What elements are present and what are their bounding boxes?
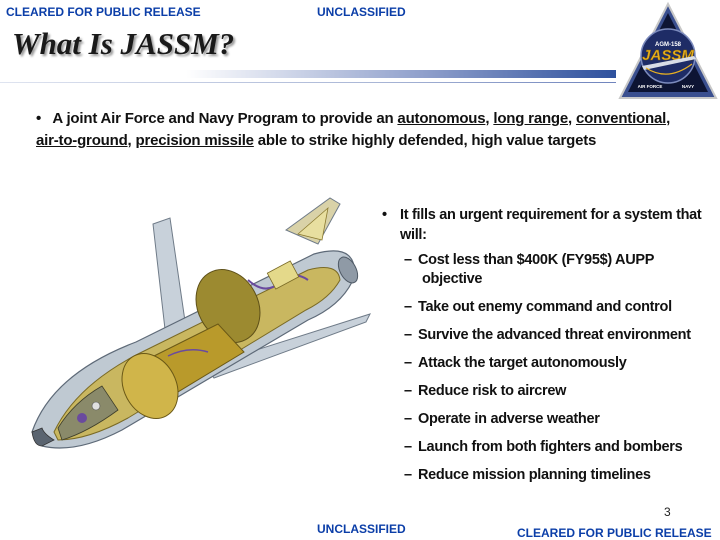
page-number: 3 [664, 505, 671, 519]
intro-sep-2: , [568, 110, 576, 127]
requirement-dash: – [404, 439, 412, 455]
requirement-item [404, 438, 720, 457]
intro-sep-3: , [666, 110, 671, 127]
requirement-text-continued: objective [422, 271, 483, 287]
logo-right-label: NAVY [681, 84, 695, 89]
release-banner-top: CLEARED FOR PUBLIC RELEASE [6, 5, 201, 19]
requirement-text: Reduce risk to aircrew [418, 383, 567, 399]
title-underline-gradient [0, 70, 620, 78]
intro-sep-1: , [485, 110, 494, 127]
logo-left-label: AIR FORCE [637, 84, 663, 89]
requirement-item [404, 466, 720, 485]
requirement-item [404, 410, 720, 429]
requirement-text: Cost less than $400K (FY95$) AUPP [418, 252, 655, 268]
intro-sep-4: , [127, 132, 136, 149]
logo-name: JASSM [642, 47, 694, 64]
requirement-item [404, 251, 720, 289]
requirement-item [404, 326, 720, 345]
requirement-text: Take out enemy command and control [418, 299, 672, 315]
logo-designation: AGM-158 [654, 42, 682, 48]
missile-cutaway-image [18, 196, 378, 496]
requirement-dash: – [404, 252, 412, 268]
requirement-item [404, 382, 720, 401]
requirement-dash: – [404, 299, 412, 315]
intro-text-1: A joint Air Force and Navy Program to provide an [52, 110, 398, 127]
requirement-dash: – [404, 383, 412, 399]
requirements-bullet: • [382, 207, 387, 223]
requirement-text: Operate in adverse weather [418, 411, 600, 427]
intro-bullet-dot: • [36, 110, 42, 127]
requirement-text: Reduce mission planning timelines [418, 467, 651, 483]
requirement-text: Survive the advanced threat environment [418, 327, 691, 343]
slide-title: What Is JASSM? [12, 26, 235, 61]
term-autonomous: autonomous [397, 110, 486, 127]
requirement-dash: – [404, 327, 412, 343]
requirements-items [382, 251, 720, 485]
classification-banner-top: UNCLASSIFIED [317, 5, 406, 19]
requirement-text: Launch from both fighters and bombers [418, 439, 683, 455]
requirement-dash: – [404, 467, 412, 483]
requirement-text: Attack the target autonomously [418, 355, 627, 371]
term-long-range: long range [493, 110, 569, 127]
requirement-dash: – [404, 411, 412, 427]
term-conventional: conventional [575, 110, 667, 127]
term-air-to-ground: air-to-ground [36, 132, 128, 149]
intro-text-2: able to strike highly defended, high value targets [253, 132, 597, 149]
requirement-item [404, 354, 720, 373]
term-precision-missile: precision missile [135, 132, 254, 149]
requirement-dash: – [404, 355, 412, 371]
classification-banner-bottom: UNCLASSIFIED [317, 522, 406, 536]
intro-bullet [36, 108, 676, 152]
release-banner-bottom: CLEARED FOR PUBLIC RELEASE [517, 526, 712, 540]
title-underline-rule [0, 82, 625, 83]
requirements-list [382, 205, 720, 494]
requirements-lead-text: It fills an urgent requirement for a system that will: [400, 207, 702, 243]
requirement-item [404, 298, 720, 317]
jassm-logo [616, 0, 720, 108]
requirements-lead [382, 205, 720, 245]
